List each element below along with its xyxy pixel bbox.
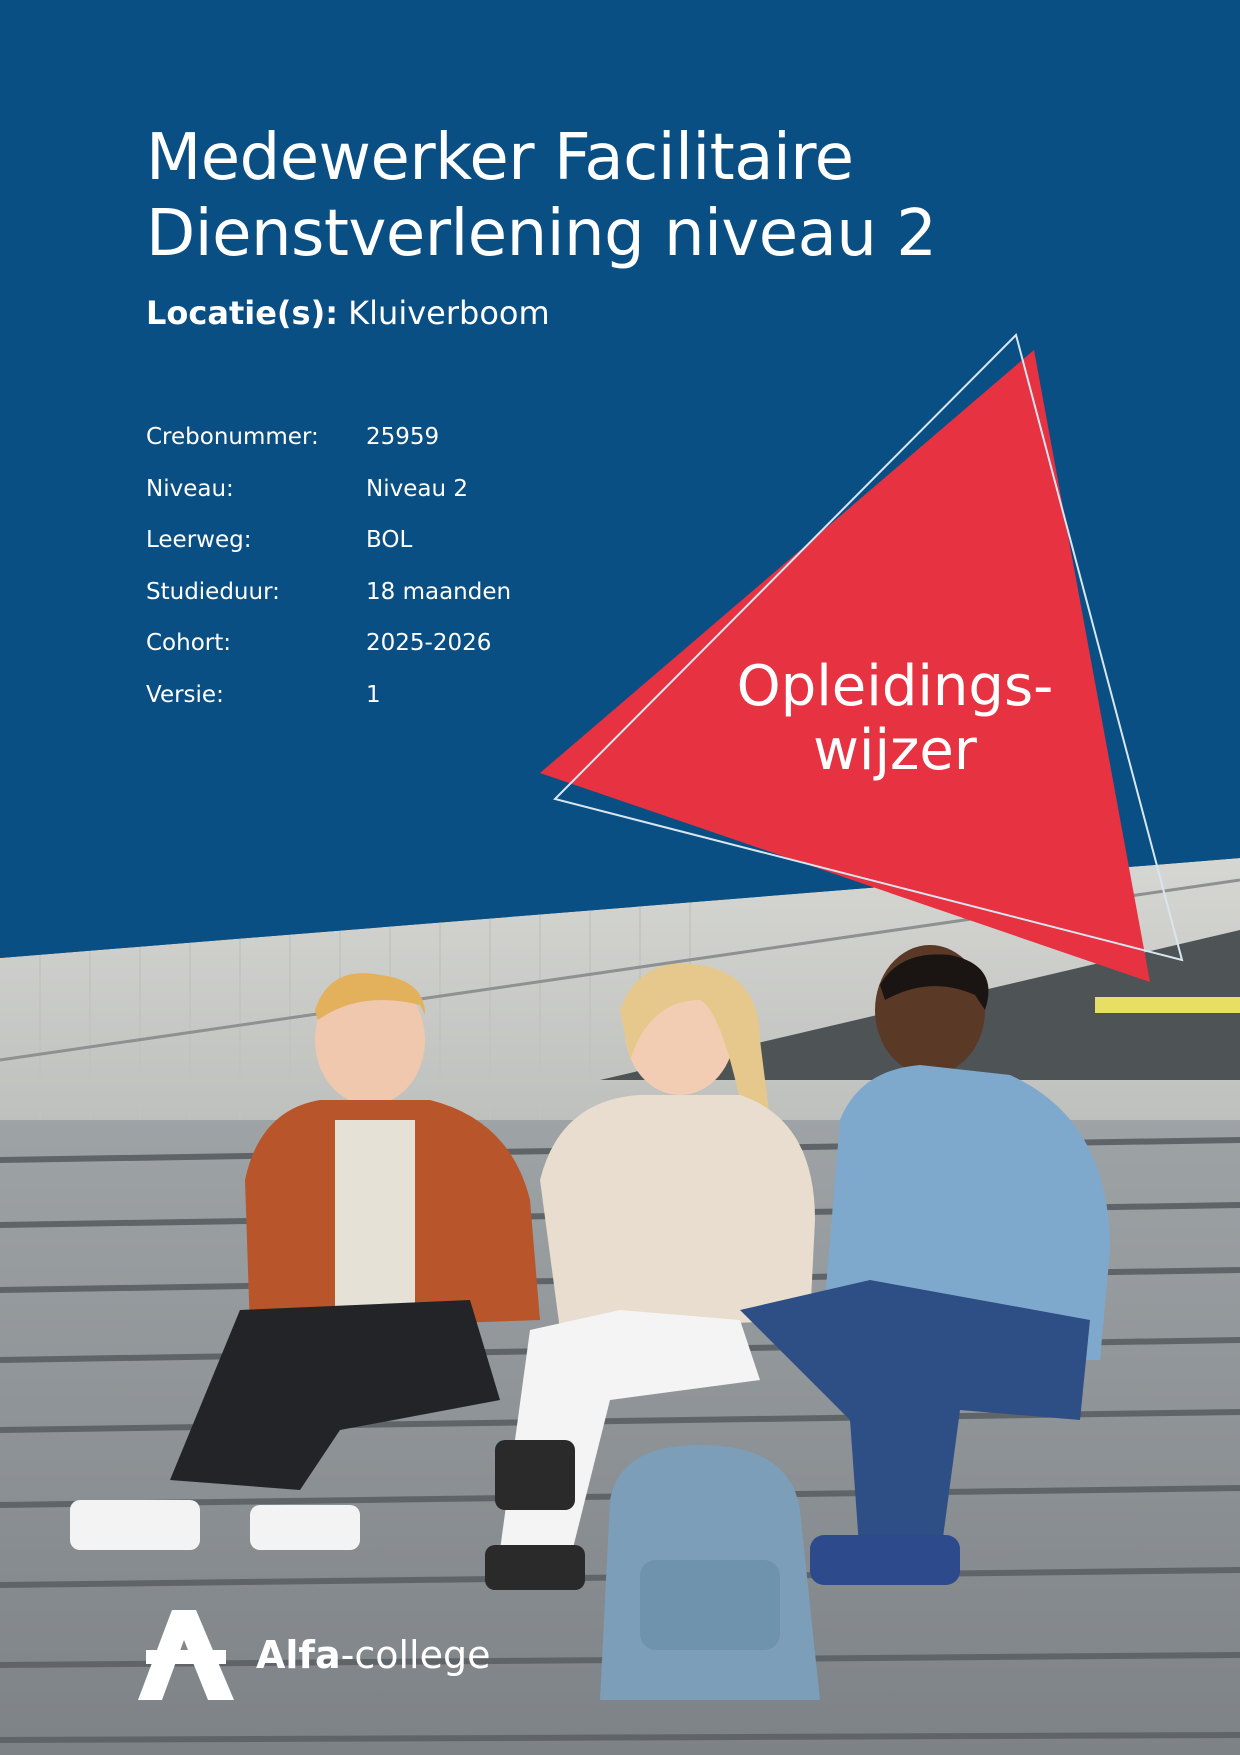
alfa-college-logo bbox=[138, 1610, 490, 1700]
page-title bbox=[146, 120, 936, 272]
detail-row bbox=[146, 527, 511, 579]
detail-value: 18 maanden bbox=[366, 578, 512, 605]
details-list bbox=[146, 424, 511, 733]
location-label: Locatie(s): bbox=[146, 294, 338, 332]
badge-line-1: Opleidings- bbox=[736, 654, 1054, 719]
detail-row bbox=[146, 579, 511, 631]
detail-row bbox=[146, 476, 511, 528]
detail-value: 1 bbox=[366, 681, 381, 708]
alfa-college-a-logo-icon bbox=[138, 1610, 234, 1700]
detail-row bbox=[146, 682, 511, 734]
detail-label: Cohort: bbox=[146, 630, 232, 656]
logo-name-rest: -college bbox=[340, 1633, 491, 1677]
detail-label: Leerweg: bbox=[146, 527, 252, 553]
detail-label: Studieduur: bbox=[146, 578, 280, 605]
detail-value: BOL bbox=[366, 527, 413, 553]
title-line-1: Medewerker Facilitaire bbox=[146, 121, 854, 195]
detail-value: 25959 bbox=[366, 424, 440, 450]
detail-label: Crebonummer: bbox=[146, 424, 319, 450]
detail-value: 2025-2026 bbox=[366, 630, 492, 656]
title-line-2: Dienstverlening niveau 2 bbox=[146, 197, 937, 271]
logo-wordmark bbox=[256, 1633, 490, 1677]
detail-label: Niveau: bbox=[146, 475, 234, 502]
detail-row bbox=[146, 630, 511, 682]
detail-row bbox=[146, 424, 511, 476]
detail-label: Versie: bbox=[146, 681, 224, 708]
opleidingswijzer-label bbox=[690, 655, 1100, 783]
detail-value: Niveau 2 bbox=[366, 475, 468, 502]
badge-line-2: wijzer bbox=[813, 718, 977, 783]
location-value: Kluiverboom bbox=[348, 294, 550, 332]
logo-name-bold: Alfa bbox=[256, 1633, 341, 1677]
location bbox=[146, 293, 550, 333]
